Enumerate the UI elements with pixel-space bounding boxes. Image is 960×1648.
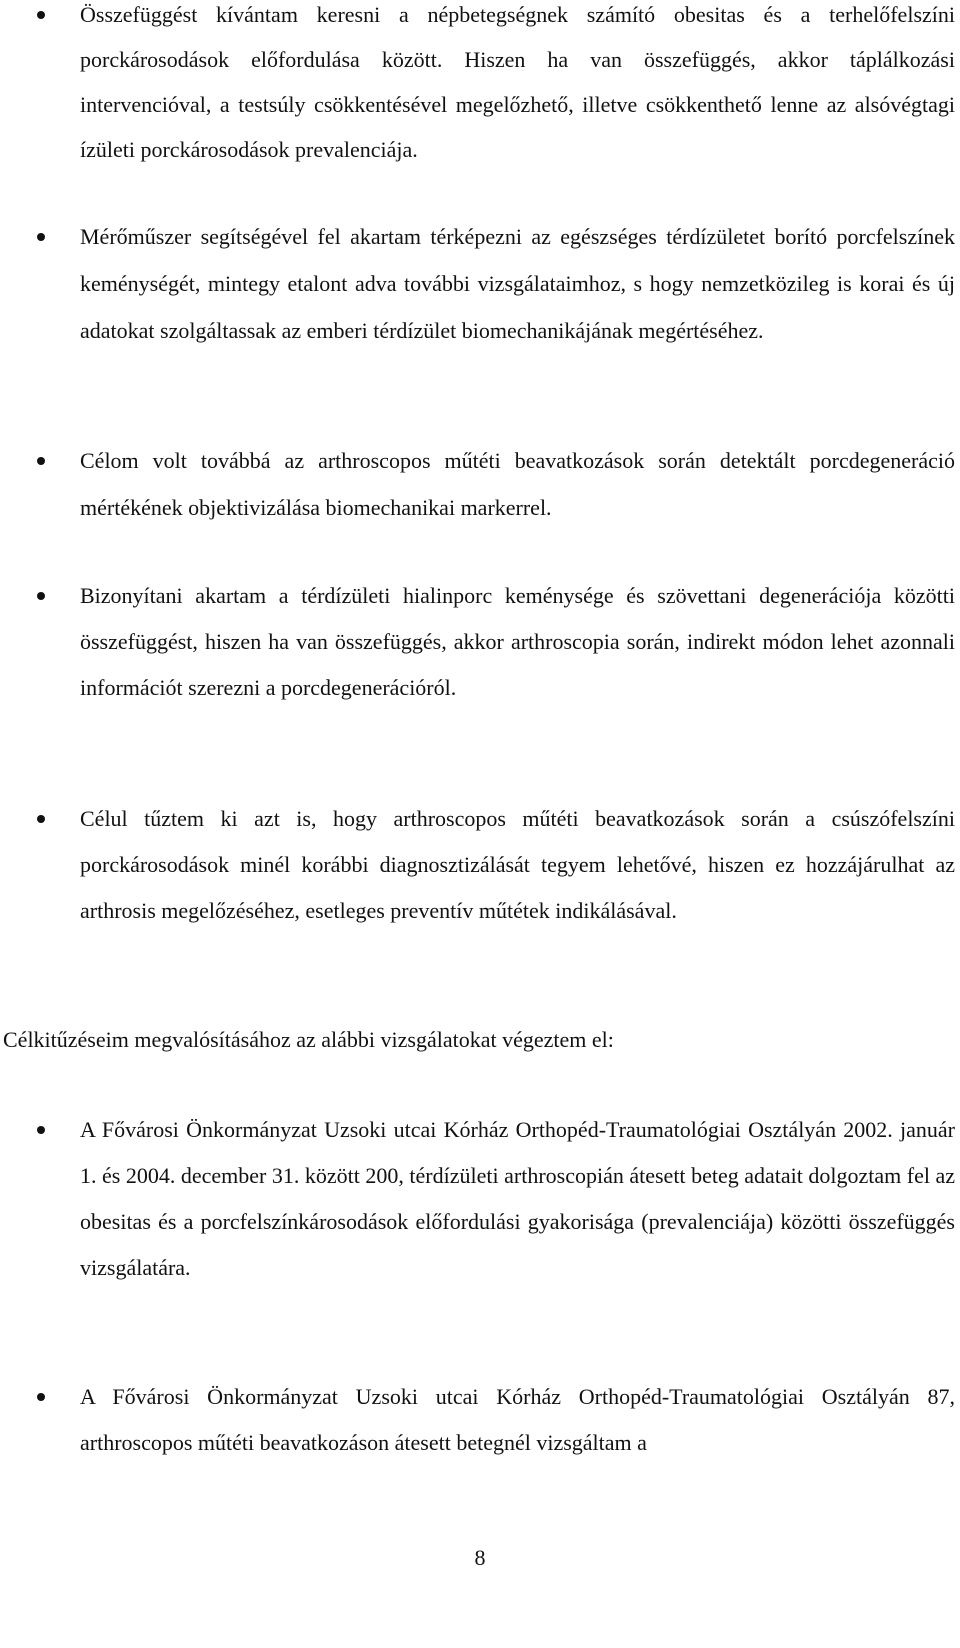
study-list-item: A Fővárosi Önkormányzat Uzsoki utcai Kórház Orthopéd-Traumatológiai Osztályán 87, arthroscopos műtéti beavatkozáson átesett betegnél vizsgáltam a — [80, 1374, 955, 1466]
page-number: 8 — [474, 1545, 486, 1570]
goal-list-item: Bizonyítani akartam a térdízületi hialinporc keménysége és szövettani degenerációja közötti összefüggést, hiszen ha van összefüggés, akkor arthroscopia során, indirekt módon lehet azonnali információt szerezni a porcdegenerációról. — [80, 573, 955, 711]
goal-list-item: Célul tűztem ki azt is, hogy arthroscopos műtéti beavatkozások során a csúszófelszíni porckárosodások minél korábbi diagnosztizálását tegyem lehetővé, hiszen ez hozzájárulhat az arthrosis megelőzéséhez, esetleges preventív műtétek indikálásával. — [80, 796, 955, 934]
goal-list-item: Célom volt továbbá az arthroscopos műtéti beavatkozások során detektált porcdegeneráció mértékének objektivizálása biomechanikai markerrel. — [80, 437, 955, 531]
study-list-item: A Fővárosi Önkormányzat Uzsoki utcai Kórház Orthopéd-Traumatológiai Osztályán 2002. január 1. és 2004. december 31. között 200, térdízületi arthroscopián átesett beteg adatait dolgoztam fel az obesitas és a porcfelszínkárosodások előfordulási gyakorisága (prevalenciája) közötti összefüggés vizsgálatára. — [80, 1107, 955, 1291]
goal-list-item: Összefüggést kívántam keresni a népbetegségnek számító obesitas és a terhelőfelszíni porckárosodások előfordulása között. Hiszen ha van összefüggés, akkor táplálkozási intervencióval, a testsúly csökkentésével megelőzhető, illetve csökkenthető lenne az alsóvégtagi ízületi porckárosodások prevalenciája. — [80, 0, 955, 172]
intro-paragraph: Célkitűzéseim megvalósításához az alábbi vizsgálatokat végeztem el: — [3, 1027, 614, 1052]
goal-list-item: Mérőműszer segítségével fel akartam térképezni az egészséges térdízületet borító porcfelszínek keménységét, mintegy etalont adva további vizsgálataimhoz, s hogy nemzetközileg is korai és új adatokat szolgáltassak az emberi térdízület biomechanikájának megértéséhez. — [80, 213, 955, 354]
